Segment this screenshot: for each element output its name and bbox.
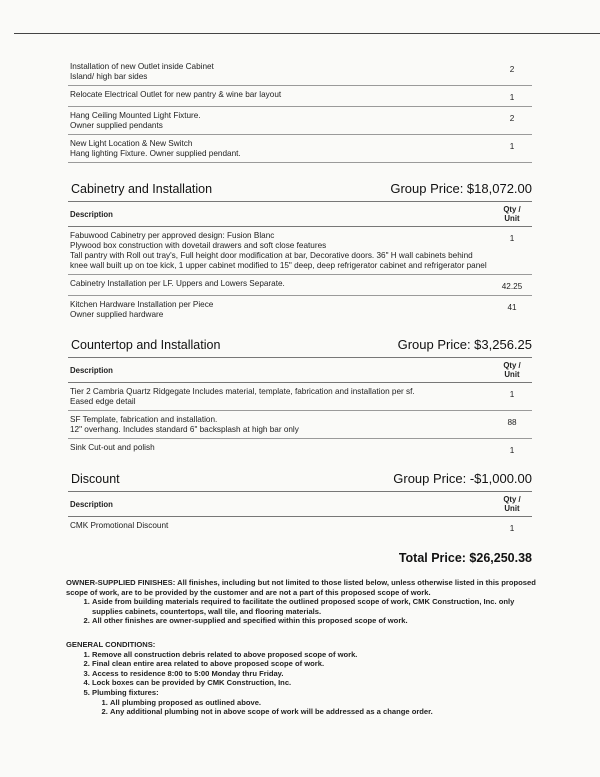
list-item: 4. Lock boxes can be provided by CMK Construction, Inc.: [92, 678, 546, 688]
item-description: Relocate Electrical Outlet for new pantry & wine bar layout: [70, 90, 282, 99]
line-item: [68, 58, 532, 86]
table-header: [68, 357, 532, 383]
line-item: [68, 411, 532, 439]
section-title: Discount: [71, 472, 120, 486]
table-header: [68, 201, 532, 227]
qty-header: Qty / Unit: [503, 495, 521, 513]
item-description: Hang Ceiling Mounted Light Fixture. Owner supplied pendants: [70, 111, 201, 130]
line-item: [68, 107, 532, 135]
item-description: Fabuwood Cabinetry per approved design: Fusion Blanc Plywood box construction with dovetail drawers and soft close features Tall pantry with Roll out tray's, Full height door modification at bar, Decorative doors. 36" H wall cabinets behind knee wall built up on toe kick, 1 upper cabinet modified to 15" deep, deep refrigerator cabinet and refrigerator panel: [70, 231, 487, 270]
cabinetry-section-header: [68, 181, 532, 196]
owner-list: [66, 597, 546, 626]
list-item: 2. Final clean entire area related to above proposed scope of work.: [92, 659, 546, 669]
qty-header: Qty / Unit: [503, 361, 521, 379]
item-qty: 1: [509, 142, 515, 151]
item-description: Kitchen Hardware Installation per Piece Owner supplied hardware: [70, 300, 214, 319]
group-price: Group Price: $18,072.00: [390, 181, 532, 196]
item-qty: 2: [509, 114, 515, 123]
terms-section: [66, 578, 546, 717]
general-list: [66, 650, 546, 717]
item-description: Cabinetry Installation per LF. Uppers and Lowers Separate.: [70, 279, 285, 288]
item-qty: 2: [509, 65, 515, 74]
item-description: SF Template, fabrication and installation. 12" overhang. Includes standard 6" backsplash at high bar only: [70, 415, 299, 434]
line-item: [68, 383, 532, 411]
countertop-section-header: [68, 337, 532, 352]
list-item: 2. Any additional plumbing not in above scope of work will be addressed as a change order.: [110, 707, 546, 717]
general-conditions-title: GENERAL CONDITIONS:: [66, 639, 156, 649]
list-item: 3. Access to residence 8:00 to 5:00 Monday thru Friday.: [92, 669, 546, 679]
plumbing-label: Plumbing fixtures:: [92, 687, 159, 697]
list-item: [92, 688, 546, 717]
line-item: [68, 296, 532, 323]
line-item: [68, 439, 532, 459]
list-item: 2. All other finishes are owner-supplied and specified within this proposed scope of work.: [92, 616, 546, 626]
item-qty: 42.25: [501, 282, 523, 291]
list-item: 1. Remove all construction debris related to above proposed scope of work.: [92, 650, 546, 660]
line-item: [68, 275, 532, 296]
item-description: Sink Cut-out and polish: [70, 443, 155, 452]
section-title: Countertop and Installation: [71, 338, 221, 352]
item-qty: 41: [507, 303, 517, 312]
line-item: [68, 517, 532, 537]
electrical-items: [68, 58, 532, 163]
group-price: Group Price: -$1,000.00: [393, 471, 532, 486]
discount-section-header: [68, 471, 532, 486]
group-price: Group Price: $3,256.25: [397, 337, 532, 352]
description-header: Description: [70, 499, 113, 509]
total-price: Total Price: $26,250.38: [398, 551, 532, 565]
list-item: 1. All plumbing proposed as outlined above.: [110, 698, 546, 708]
item-description: Tier 2 Cambria Quartz Ridgegate Includes material, template, fabrication and installation per sf. Eased edge detail: [70, 387, 415, 406]
top-rule: [14, 33, 600, 34]
line-item: [68, 227, 532, 275]
item-qty: 1: [509, 93, 515, 102]
description-header: Description: [70, 209, 113, 219]
item-qty: 1: [509, 524, 515, 533]
proposal-body: [68, 58, 532, 537]
line-item: [68, 135, 532, 163]
owner-supplied-finishes: OWNER-SUPPLIED FINISHES: All finishes, including but not limited to those listed below, unless otherwise listed in this proposed scope of work, are to be provided by the customer and are not a part of this proposed scope of work.: [66, 578, 536, 597]
item-description: New Light Location & New Switch Hang lighting Fixture. Owner supplied pendant.: [70, 139, 241, 158]
list-item: 1. Aside from building materials required to facilitate the outlined proposed scope of work, CMK Construction, Inc. only supplies cabinets, countertops, wall tile, and flooring materials.: [92, 597, 546, 616]
line-item: [68, 86, 532, 107]
plumbing-list: [92, 698, 546, 717]
item-qty: 1: [509, 234, 515, 243]
description-header: Description: [70, 365, 113, 375]
item-description: Installation of new Outlet inside Cabinet Island/ high bar sides: [70, 62, 214, 81]
section-title: Cabinetry and Installation: [71, 182, 213, 196]
table-header: [68, 491, 532, 517]
item-qty: 1: [509, 390, 515, 399]
qty-header: Qty / Unit: [503, 205, 521, 223]
item-qty: 88: [507, 418, 517, 427]
item-qty: 1: [509, 446, 515, 455]
item-description: CMK Promotional Discount: [70, 521, 169, 530]
